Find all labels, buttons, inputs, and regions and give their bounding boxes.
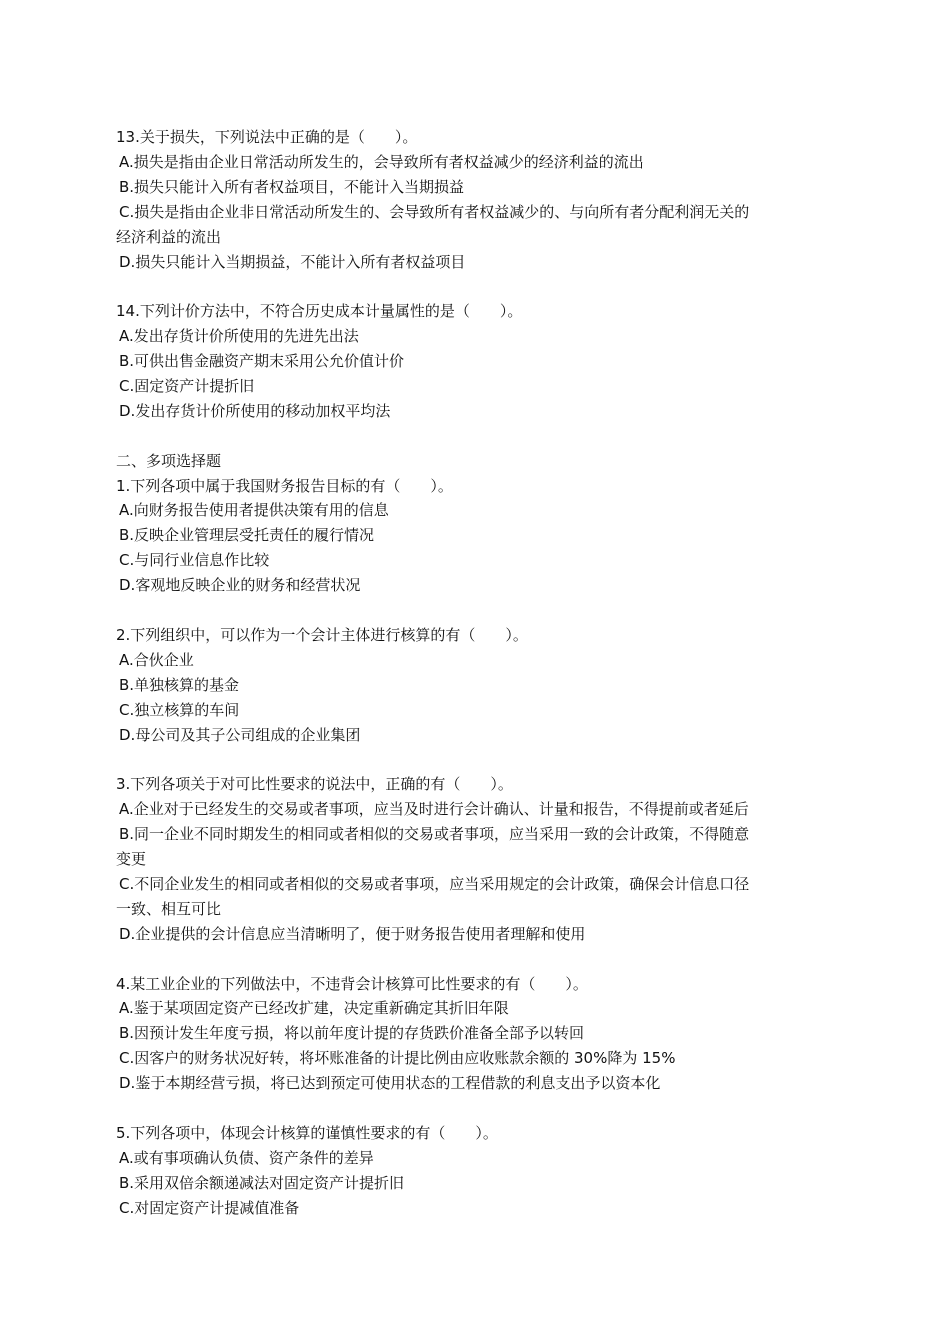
option-line-continuation: 变更 (116, 850, 147, 868)
option-line: D.发出存货计价所使用的移动加权平均法 (119, 402, 391, 420)
option-line-continuation: 一致、相互可比 (116, 900, 222, 918)
option-line: B.可供出售金融资产期末采用公允价值计价 (119, 352, 405, 370)
option-line: A.企业对于已经发生的交易或者事项，应当及时进行会计确认、计量和报告，不得提前或者延后 (119, 800, 749, 818)
question-stem: 3.下列各项关于对可比性要求的说法中，正确的有（ ）。 (116, 775, 513, 793)
question-stem: 4.某工业企业的下列做法中，不违背会计核算可比性要求的有（ ）。 (116, 975, 588, 993)
option-line: C.损失是指由企业非日常活动所发生的、会导致所有者权益减少的、与向所有者分配利润无关的 (119, 203, 750, 221)
option-line-continuation: 经济利益的流出 (116, 228, 222, 246)
option-line: A.或有事项确认负债、资产条件的差异 (119, 1149, 374, 1167)
option-line: B.同一企业不同时期发生的相同或者相似的交易或者事项，应当采用一致的会计政策，不得随意 (119, 825, 750, 843)
option-line: D.损失只能计入当期损益，不能计入所有者权益项目 (119, 253, 466, 271)
question-stem: 5.下列各项中，体现会计核算的谨慎性要求的有（ ）。 (116, 1124, 498, 1142)
option-line: B.因预计发生年度亏损，将以前年度计提的存货跌价准备全部予以转回 (119, 1024, 585, 1042)
option-line: A.损失是指由企业日常活动所发生的，会导致所有者权益减少的经济利益的流出 (119, 153, 644, 171)
section-heading: 二、多项选择题 (116, 452, 222, 470)
option-line: C.独立核算的车间 (119, 701, 240, 719)
option-line: D.母公司及其子公司组成的企业集团 (119, 726, 361, 744)
option-line: D.鉴于本期经营亏损，将已达到预定可使用状态的工程借款的利息支出予以资本化 (119, 1074, 661, 1092)
question-stem: 1.下列各项中属于我国财务报告目标的有（ ）。 (116, 477, 453, 495)
option-line: B.单独核算的基金 (119, 676, 240, 694)
option-line: C.与同行业信息作比较 (119, 551, 270, 569)
option-line: B.反映企业管理层受托责任的履行情况 (119, 526, 375, 544)
option-line: A.发出存货计价所使用的先进先出法 (119, 327, 359, 345)
option-line: C.不同企业发生的相同或者相似的交易或者事项，应当采用规定的会计政策，确保会计信息口径 (119, 875, 750, 893)
option-line: D.客观地反映企业的财务和经营状况 (119, 576, 361, 594)
question-stem: 2.下列组织中，可以作为一个会计主体进行核算的有（ ）。 (116, 626, 528, 644)
option-line: D.企业提供的会计信息应当清晰明了，便于财务报告使用者理解和使用 (119, 925, 586, 943)
option-line: B.损失只能计入所有者权益项目，不能计入当期损益 (119, 178, 465, 196)
option-line: A.合伙企业 (119, 651, 194, 669)
question-stem: 14.下列计价方法中，不符合历史成本计量属性的是（ ）。 (116, 302, 523, 320)
option-line: A.鉴于某项固定资产已经改扩建，决定重新确定其折旧年限 (119, 999, 509, 1017)
option-line: C.因客户的财务状况好转，将坏账准备的计提比例由应收账款余额的 30%降为 15% (119, 1049, 676, 1067)
option-line: C.对固定资产计提减值准备 (119, 1199, 300, 1217)
option-line: A.向财务报告使用者提供决策有用的信息 (119, 501, 389, 519)
option-line: C.固定资产计提折旧 (119, 377, 255, 395)
option-line: B.采用双倍余额递减法对固定资产计提折旧 (119, 1174, 405, 1192)
question-stem: 13.关于损失，下列说法中正确的是（ ）。 (116, 128, 418, 146)
